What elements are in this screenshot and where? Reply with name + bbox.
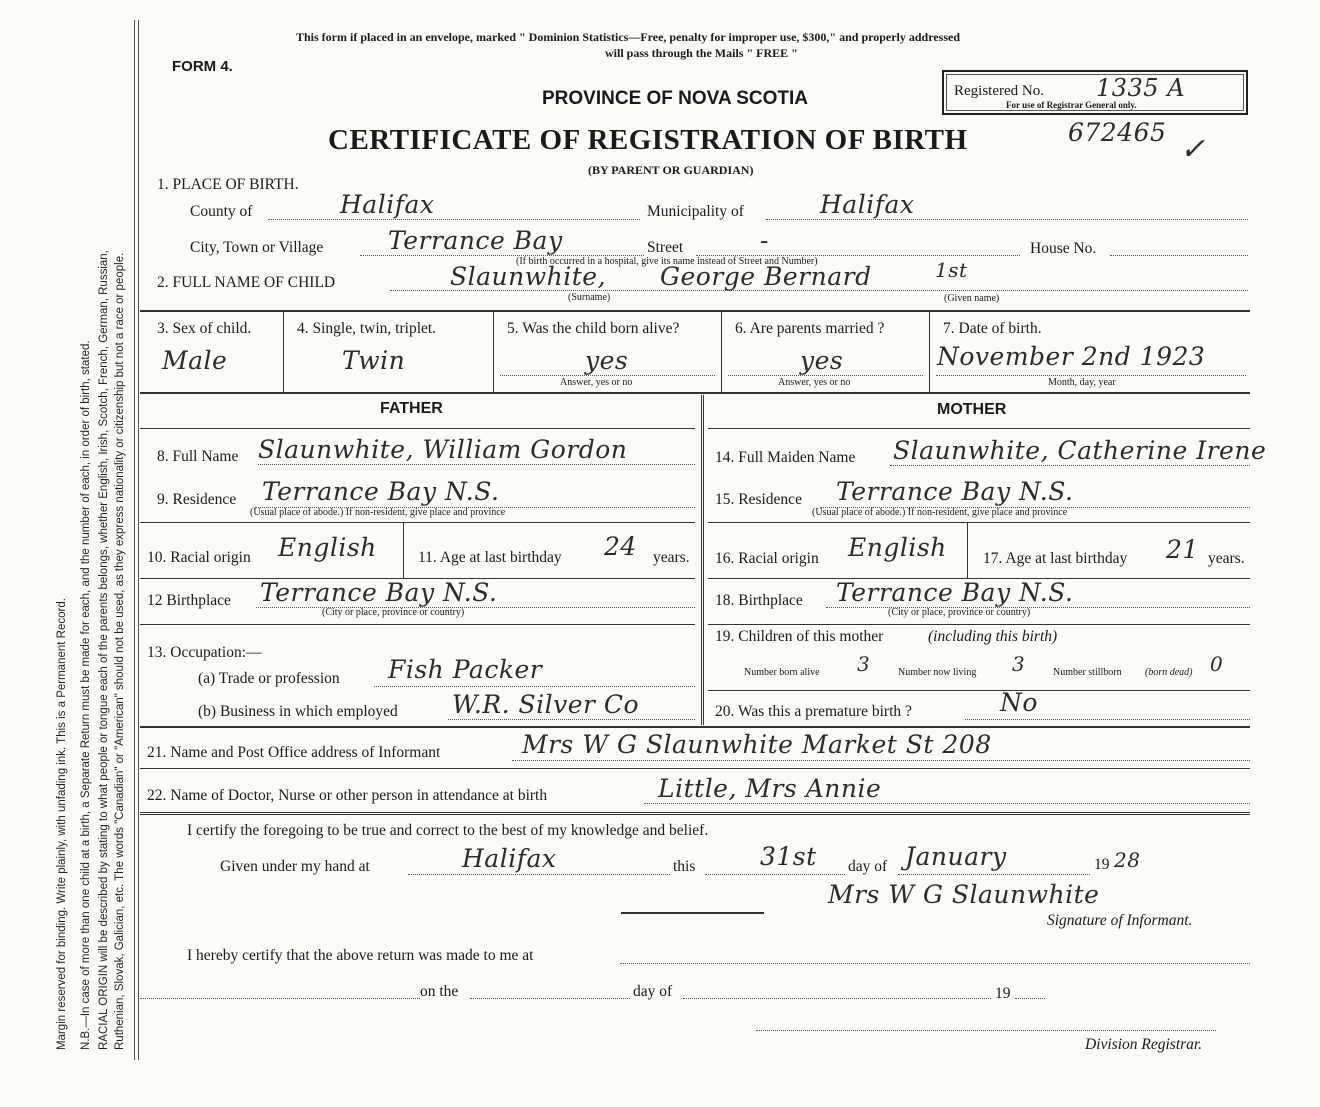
- premature-line: [965, 719, 1250, 720]
- premature-label: 20. Was this a premature birth ?: [715, 703, 912, 720]
- certify-year: 28: [1114, 848, 1141, 872]
- mother-age-label: 17. Age at last birthday: [983, 550, 1128, 567]
- born-alive-label: 5. Was the child born alive?: [507, 320, 680, 337]
- mother-years: years.: [1208, 550, 1245, 567]
- born-alive-line: [500, 375, 715, 376]
- trade-value: Fish Packer: [388, 655, 543, 684]
- father-name-label: 8. Full Name: [157, 448, 239, 465]
- municipality-value: Halifax: [820, 190, 915, 219]
- mother-race: English: [848, 533, 947, 562]
- mother-heading: MOTHER: [937, 401, 1007, 418]
- born-alive-count: 3: [857, 652, 871, 676]
- stillborn-count: 0: [1210, 652, 1224, 676]
- doctor-line: [644, 803, 1250, 804]
- occupation-label: 13. Occupation:—: [147, 644, 262, 661]
- certify-place: Halifax: [462, 844, 557, 873]
- county-value: Halifax: [340, 190, 435, 219]
- father-name-line: [258, 464, 695, 465]
- business-value: W.R. Silver Co: [452, 690, 640, 719]
- father-rule-1: [140, 428, 695, 429]
- father-birthplace: Terrance Bay N.S.: [260, 578, 498, 607]
- registrar-note: For use of Registrar General only.: [1006, 100, 1137, 110]
- row3-bottom-rule: [140, 392, 1250, 394]
- mother-name-line: [890, 465, 1250, 466]
- married-line: [728, 375, 923, 376]
- doctor-value: Little, Mrs Annie: [658, 774, 882, 803]
- row22-top-rule: [140, 768, 1250, 769]
- mother-rule-4: [708, 624, 1250, 625]
- father-years: years.: [653, 549, 690, 566]
- informant-signature: Mrs W G Slaunwhite: [828, 880, 1100, 909]
- registered-value: 1335 A: [1096, 74, 1186, 102]
- mother-residence: Terrance Bay N.S.: [836, 477, 1074, 506]
- margin-nb-note: N.B.—In case of more than one child at a birth, a Separate Return must be made for each, and the number of each, in order of birth, stated.: [80, 340, 92, 1050]
- county-label: County of: [190, 203, 253, 220]
- parents-married-caption: Answer, yes or no: [778, 377, 851, 388]
- dob-value: November 2nd 1923: [937, 342, 1206, 371]
- registrar-day-line: [470, 998, 630, 999]
- margin-rule-2: [138, 20, 139, 1060]
- certify-day: 31st: [760, 842, 817, 871]
- informant-value: Mrs W G Slaunwhite Market St 208: [522, 730, 992, 759]
- margin-binding-note: Margin reserved for binding. Write plainly, with unfading ink. This is a Permanent Record.: [56, 598, 68, 1050]
- born-alive-value: yes: [585, 346, 629, 375]
- county-line: [268, 219, 640, 220]
- certify-month-line: [898, 874, 1090, 875]
- signature-caption: Signature of Informant.: [1047, 912, 1193, 929]
- certify-day-line: [705, 874, 845, 875]
- parents-center-rule: [701, 395, 704, 725]
- city-label: City, Town or Village: [190, 239, 324, 256]
- mother-name: Slaunwhite, Catherine Irene: [893, 436, 1267, 465]
- registrar-signature-line: [756, 1030, 1216, 1031]
- on-the-label: on the: [420, 983, 459, 1000]
- children-label: 19. Children of this mother: [715, 628, 884, 645]
- child-name-label: 2. FULL NAME OF CHILD: [157, 274, 336, 291]
- row3-divider-3: [721, 311, 722, 392]
- father-birthplace-label: 12 Birthplace: [147, 592, 231, 609]
- province-heading: PROVINCE OF NOVA SCOTIA: [542, 88, 809, 109]
- doctor-label: 22. Name of Doctor, Nurse or other person in attendance at birth: [147, 787, 548, 804]
- business-label: (b) Business in which employed: [198, 703, 398, 720]
- mother-birthplace-caption: (City or place, province or country): [888, 607, 1031, 618]
- father-race-label: 10. Racial origin: [147, 549, 251, 566]
- municipality-line: [766, 219, 1248, 220]
- certify-month: January: [905, 842, 1007, 871]
- house-line: [1110, 255, 1248, 256]
- sex-value: Male: [162, 346, 228, 375]
- street-label: Street: [647, 239, 684, 256]
- parents-married-label: 6. Are parents married ?: [735, 320, 885, 337]
- municipality-label: Municipality of: [647, 203, 744, 220]
- born-alive-count-label: Number born alive: [744, 667, 820, 678]
- street-value: -: [760, 226, 769, 255]
- father-age-divider: [403, 523, 404, 578]
- mother-race-label: 16. Racial origin: [715, 550, 819, 567]
- father-age: 24: [604, 532, 637, 561]
- certify-year-prefix: 19: [1094, 856, 1110, 873]
- registrar-place-line: [620, 963, 1250, 964]
- dob-line: [936, 375, 1246, 376]
- surname-caption: (Surname): [568, 292, 611, 303]
- mother-birthplace-label: 18. Birthplace: [715, 592, 803, 609]
- child-surname: Slaunwhite,: [450, 262, 607, 291]
- row3-divider-1: [283, 311, 284, 392]
- given-under-label: Given under my hand at: [220, 858, 370, 875]
- plurality-value: Twin: [342, 346, 406, 375]
- father-rule-4: [140, 624, 695, 625]
- margin-rule: [134, 20, 135, 1060]
- page-subtitle: (BY PARENT OR GUARDIAN): [588, 163, 754, 177]
- sex-label: 3. Sex of child.: [157, 320, 252, 337]
- father-rule-2: [140, 522, 695, 523]
- margin-racial-note-2: Ruthenian, Slovak, Galician, etc. The words "Canadian" or "American" should not be used, as they express nationality or citizenship but not a race or people.: [114, 252, 126, 1050]
- father-residence: Terrance Bay N.S.: [262, 477, 500, 506]
- city-value: Terrance Bay: [388, 226, 563, 255]
- registered-label: Registered No.: [954, 83, 1044, 99]
- mother-birthplace: Terrance Bay N.S.: [836, 578, 1074, 607]
- place-of-birth-label: 1. PLACE OF BIRTH.: [157, 176, 299, 193]
- given-name-caption: (Given name): [944, 293, 1000, 304]
- page-title: CERTIFICATE OF REGISTRATION OF BIRTH: [328, 124, 968, 156]
- dob-label: 7. Date of birth.: [943, 320, 1042, 337]
- registered-box: [942, 70, 1248, 115]
- certify-place-line: [408, 874, 670, 875]
- mother-age-divider: [967, 523, 968, 578]
- mother-residence-label: 15. Residence: [715, 491, 802, 508]
- father-heading: FATHER: [380, 400, 443, 417]
- this-label: this: [673, 858, 696, 875]
- check-mark: ✓: [1180, 132, 1206, 167]
- hospital-note: (If birth occurred in a hospital, give its name instead of Street and Number): [516, 256, 818, 267]
- father-name: Slaunwhite, William Gordon: [258, 435, 628, 464]
- father-residence-label: 9. Residence: [157, 491, 237, 508]
- margin-racial-note-1: RACIAL ORIGIN will be described by stating to what people or tongue each of the parents belongs, whether English, Irish, Scotch, French, German, Russian,: [98, 250, 110, 1050]
- child-given-name: George Bernard: [660, 262, 872, 291]
- day-of-label: day of: [848, 858, 888, 875]
- registrar-year-line: [1015, 998, 1045, 999]
- registrar-statement: I hereby certify that the above return was made to me at: [187, 947, 534, 964]
- born-alive-caption: Answer, yes or no: [560, 377, 633, 388]
- division-registrar-caption: Division Registrar.: [1085, 1036, 1203, 1053]
- house-label: House No.: [1030, 240, 1097, 257]
- father-age-label: 11. Age at last birthday: [418, 549, 562, 566]
- child-order-note: 1st: [935, 258, 968, 282]
- row21-top-rule: [140, 726, 1250, 728]
- certify-top-rule: [140, 812, 1250, 815]
- mother-age: 21: [1166, 535, 1199, 564]
- plurality-label: 4. Single, twin, triplet.: [297, 320, 437, 337]
- premature-value: No: [1000, 688, 1038, 717]
- mother-rule-2: [708, 522, 1250, 523]
- father-abode-caption: (Usual place of abode.) If non-resident, give place and province: [250, 507, 506, 518]
- registrar-day-of-label: day of: [633, 983, 673, 1000]
- living-count-label: Number now living: [898, 667, 977, 678]
- dob-caption: Month, day, year: [1048, 377, 1116, 388]
- father-birthplace-caption: (City or place, province or country): [322, 607, 465, 618]
- form-number: FORM 4.: [172, 58, 233, 75]
- parents-married-value: yes: [800, 346, 844, 375]
- registrar-year-prefix: 19: [995, 985, 1011, 1002]
- mail-note-1: This form if placed in an envelope, marked " Dominion Statistics—Free, penalty for improper use, $300," and properly addressed: [296, 30, 961, 44]
- short-rule: [621, 912, 764, 914]
- mother-abode-caption: (Usual place of abode.) If non-resident, give place and province: [812, 507, 1068, 518]
- certify-statement: I certify the foregoing to be true and correct to the best of my knowledge and belief.: [187, 822, 709, 839]
- registrar-lead-line: [140, 998, 420, 999]
- mother-rule-1: [708, 428, 1250, 429]
- business-line: [448, 719, 695, 720]
- mail-note-2: will pass through the Mails " FREE ": [605, 46, 798, 60]
- registrar-month-line: [683, 998, 991, 999]
- informant-line: [512, 760, 1250, 761]
- mother-name-label: 14. Full Maiden Name: [715, 449, 856, 466]
- mother-rule-5: [708, 690, 1250, 691]
- stillborn-note: (born dead): [1145, 667, 1193, 678]
- trade-label: (a) Trade or profession: [198, 670, 340, 687]
- informant-label: 21. Name and Post Office address of Informant: [147, 744, 441, 761]
- row3-divider-2: [493, 311, 494, 392]
- father-race: English: [278, 533, 377, 562]
- trade-line: [374, 686, 695, 687]
- children-note: (including this birth): [928, 628, 1058, 645]
- row3-top-rule: [140, 310, 1250, 312]
- row3-divider-4: [929, 311, 930, 392]
- living-count: 3: [1012, 652, 1026, 676]
- file-number: 672465: [1068, 118, 1167, 147]
- stillborn-count-label: Number stillborn: [1053, 667, 1122, 678]
